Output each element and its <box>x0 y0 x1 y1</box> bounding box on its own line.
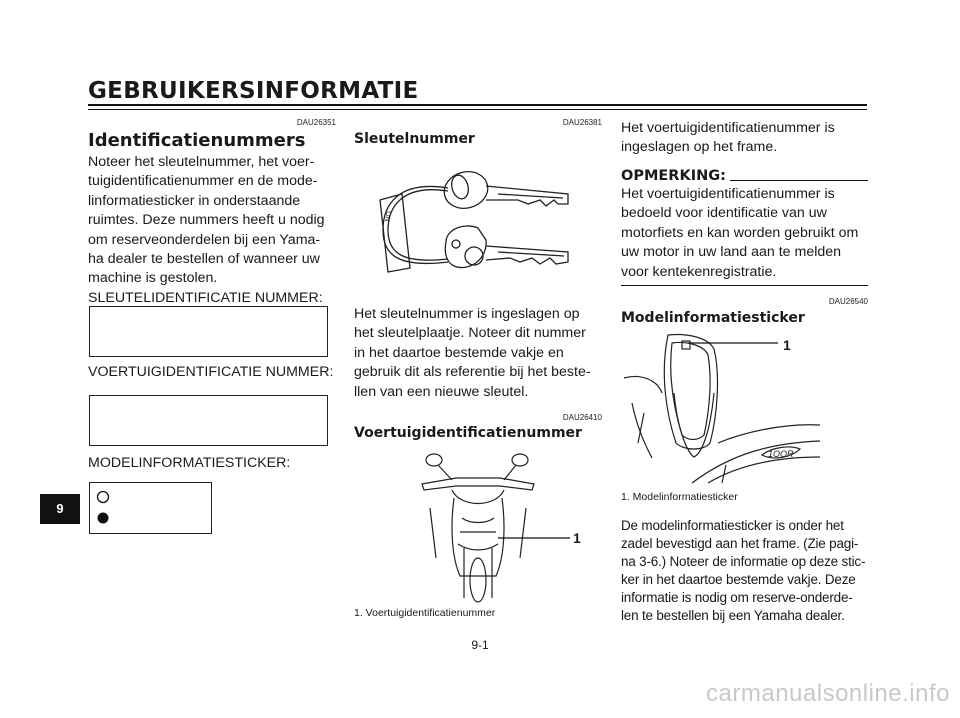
open-circle-icon <box>98 492 109 503</box>
note-text <box>621 185 868 282</box>
text-line: Het voertuigidentificatienummer is <box>621 120 835 136</box>
note-rule <box>730 180 868 181</box>
text-line: tuigidentificatienummer en de mode- <box>88 173 318 190</box>
note-heading: OPMERKING: <box>621 168 726 184</box>
text-line: ker in het daartoe bestemde vakje. Deze <box>621 572 856 587</box>
heading-identificatienummers: Identificatienummers <box>88 130 306 151</box>
text-line: gebruik dit als referentie bij het beste- <box>354 364 591 381</box>
text-line: voor kentekenregistratie. <box>621 263 777 280</box>
key-number-label: SLEUTELIDENTIFICATIE NUMMER: <box>88 289 323 306</box>
text-line: om reserveonderdelen bij een Yama- <box>88 231 321 248</box>
text-line: De modelinformatiesticker is onder het <box>621 518 844 533</box>
section-title: GEBRUIKERSINFORMATIE <box>88 78 419 104</box>
figure-caption: 1. Voertuigidentificatienummer <box>354 607 496 619</box>
header-rule <box>88 104 867 106</box>
text-line: Noteer het sleutelnummer, het voer- <box>88 154 315 170</box>
text-line: motorfiets en kan worden gebruikt om <box>621 224 859 241</box>
vin-label: VOERTUIGIDENTIFICATIE NUMMER: <box>88 364 334 380</box>
text-line: ruimtes. Deze nummers heeft u nodig <box>88 212 325 229</box>
page-number: 9-1 <box>471 638 489 652</box>
vin-field[interactable] <box>89 395 328 446</box>
note-box <box>621 168 868 286</box>
text-line: uw motor in uw land aan te melden <box>621 244 842 261</box>
text-line: machine is gestolen. <box>88 270 218 287</box>
text-line: ingeslagen op het frame. <box>621 139 778 156</box>
heading-voertuigidentificatienummer: Voertuigidentificatienummer <box>354 425 582 441</box>
text-line: in het daartoe bestemde vakje en <box>354 344 564 361</box>
note-header <box>621 168 868 184</box>
heading-modelinformatiesticker: Modelinformatiesticker <box>621 310 805 326</box>
text-line: Het voertuigidentificatienummer is <box>621 186 835 202</box>
text-line: len te bestellen bij een Yamaha dealer. <box>621 608 845 623</box>
figure-caption: 1. Modelinformatiesticker <box>621 491 738 503</box>
text-line: Het sleutelnummer is ingeslagen op <box>354 306 580 322</box>
svg-text:1OOR: 1OOR <box>768 449 794 459</box>
ref-code: DAU26381 <box>562 118 602 127</box>
header-rule-thin <box>88 109 867 110</box>
ref-code: DAU26351 <box>296 118 336 127</box>
filled-circle-icon <box>98 513 109 524</box>
model-sticker-label: MODELINFORMATIESTICKER: <box>88 455 291 471</box>
scooter-front-illustration <box>400 448 590 608</box>
sticker-paragraph <box>621 517 868 625</box>
key-paragraph <box>354 305 602 402</box>
ref-code: DAU26410 <box>562 413 602 422</box>
text-line: linformatiesticker in onderstaande <box>88 192 301 209</box>
model-sticker-field[interactable] <box>89 482 212 534</box>
sticker-symbols <box>90 483 211 533</box>
key-number-field[interactable] <box>89 306 328 357</box>
text-line: zadel bevestigd aan het frame. (Zie pagi- <box>621 536 859 551</box>
ref-code: DAU26540 <box>828 297 868 306</box>
text-line: ha dealer te bestellen of wanneer uw <box>88 251 320 268</box>
vin-paragraph <box>621 119 868 158</box>
svg-text:NO: NO <box>384 210 394 223</box>
text-line: na 3-6.) Noteer de informatie op deze stic- <box>621 554 866 569</box>
text-line: bedoeld voor identificatie van uw <box>621 205 827 222</box>
text-line: informatie is nodig om reserve-onderde- <box>621 590 853 605</box>
callout-number: 1 <box>573 530 581 546</box>
intro-paragraph <box>88 153 336 308</box>
heading-sleutelnummer: Sleutelnummer <box>354 131 475 147</box>
seat-sticker-illustration <box>622 333 822 488</box>
chapter-tab: 9 <box>40 494 80 524</box>
note-bottom-rule <box>621 285 868 286</box>
text-line: llen van een nieuwe sleutel. <box>354 383 529 400</box>
text-line: het sleutelplaatje. Noteer dit nummer <box>354 325 586 342</box>
watermark: carmanualsonline.info <box>706 680 950 707</box>
callout-number: 1 <box>783 337 791 353</box>
keys-illustration <box>368 160 578 280</box>
